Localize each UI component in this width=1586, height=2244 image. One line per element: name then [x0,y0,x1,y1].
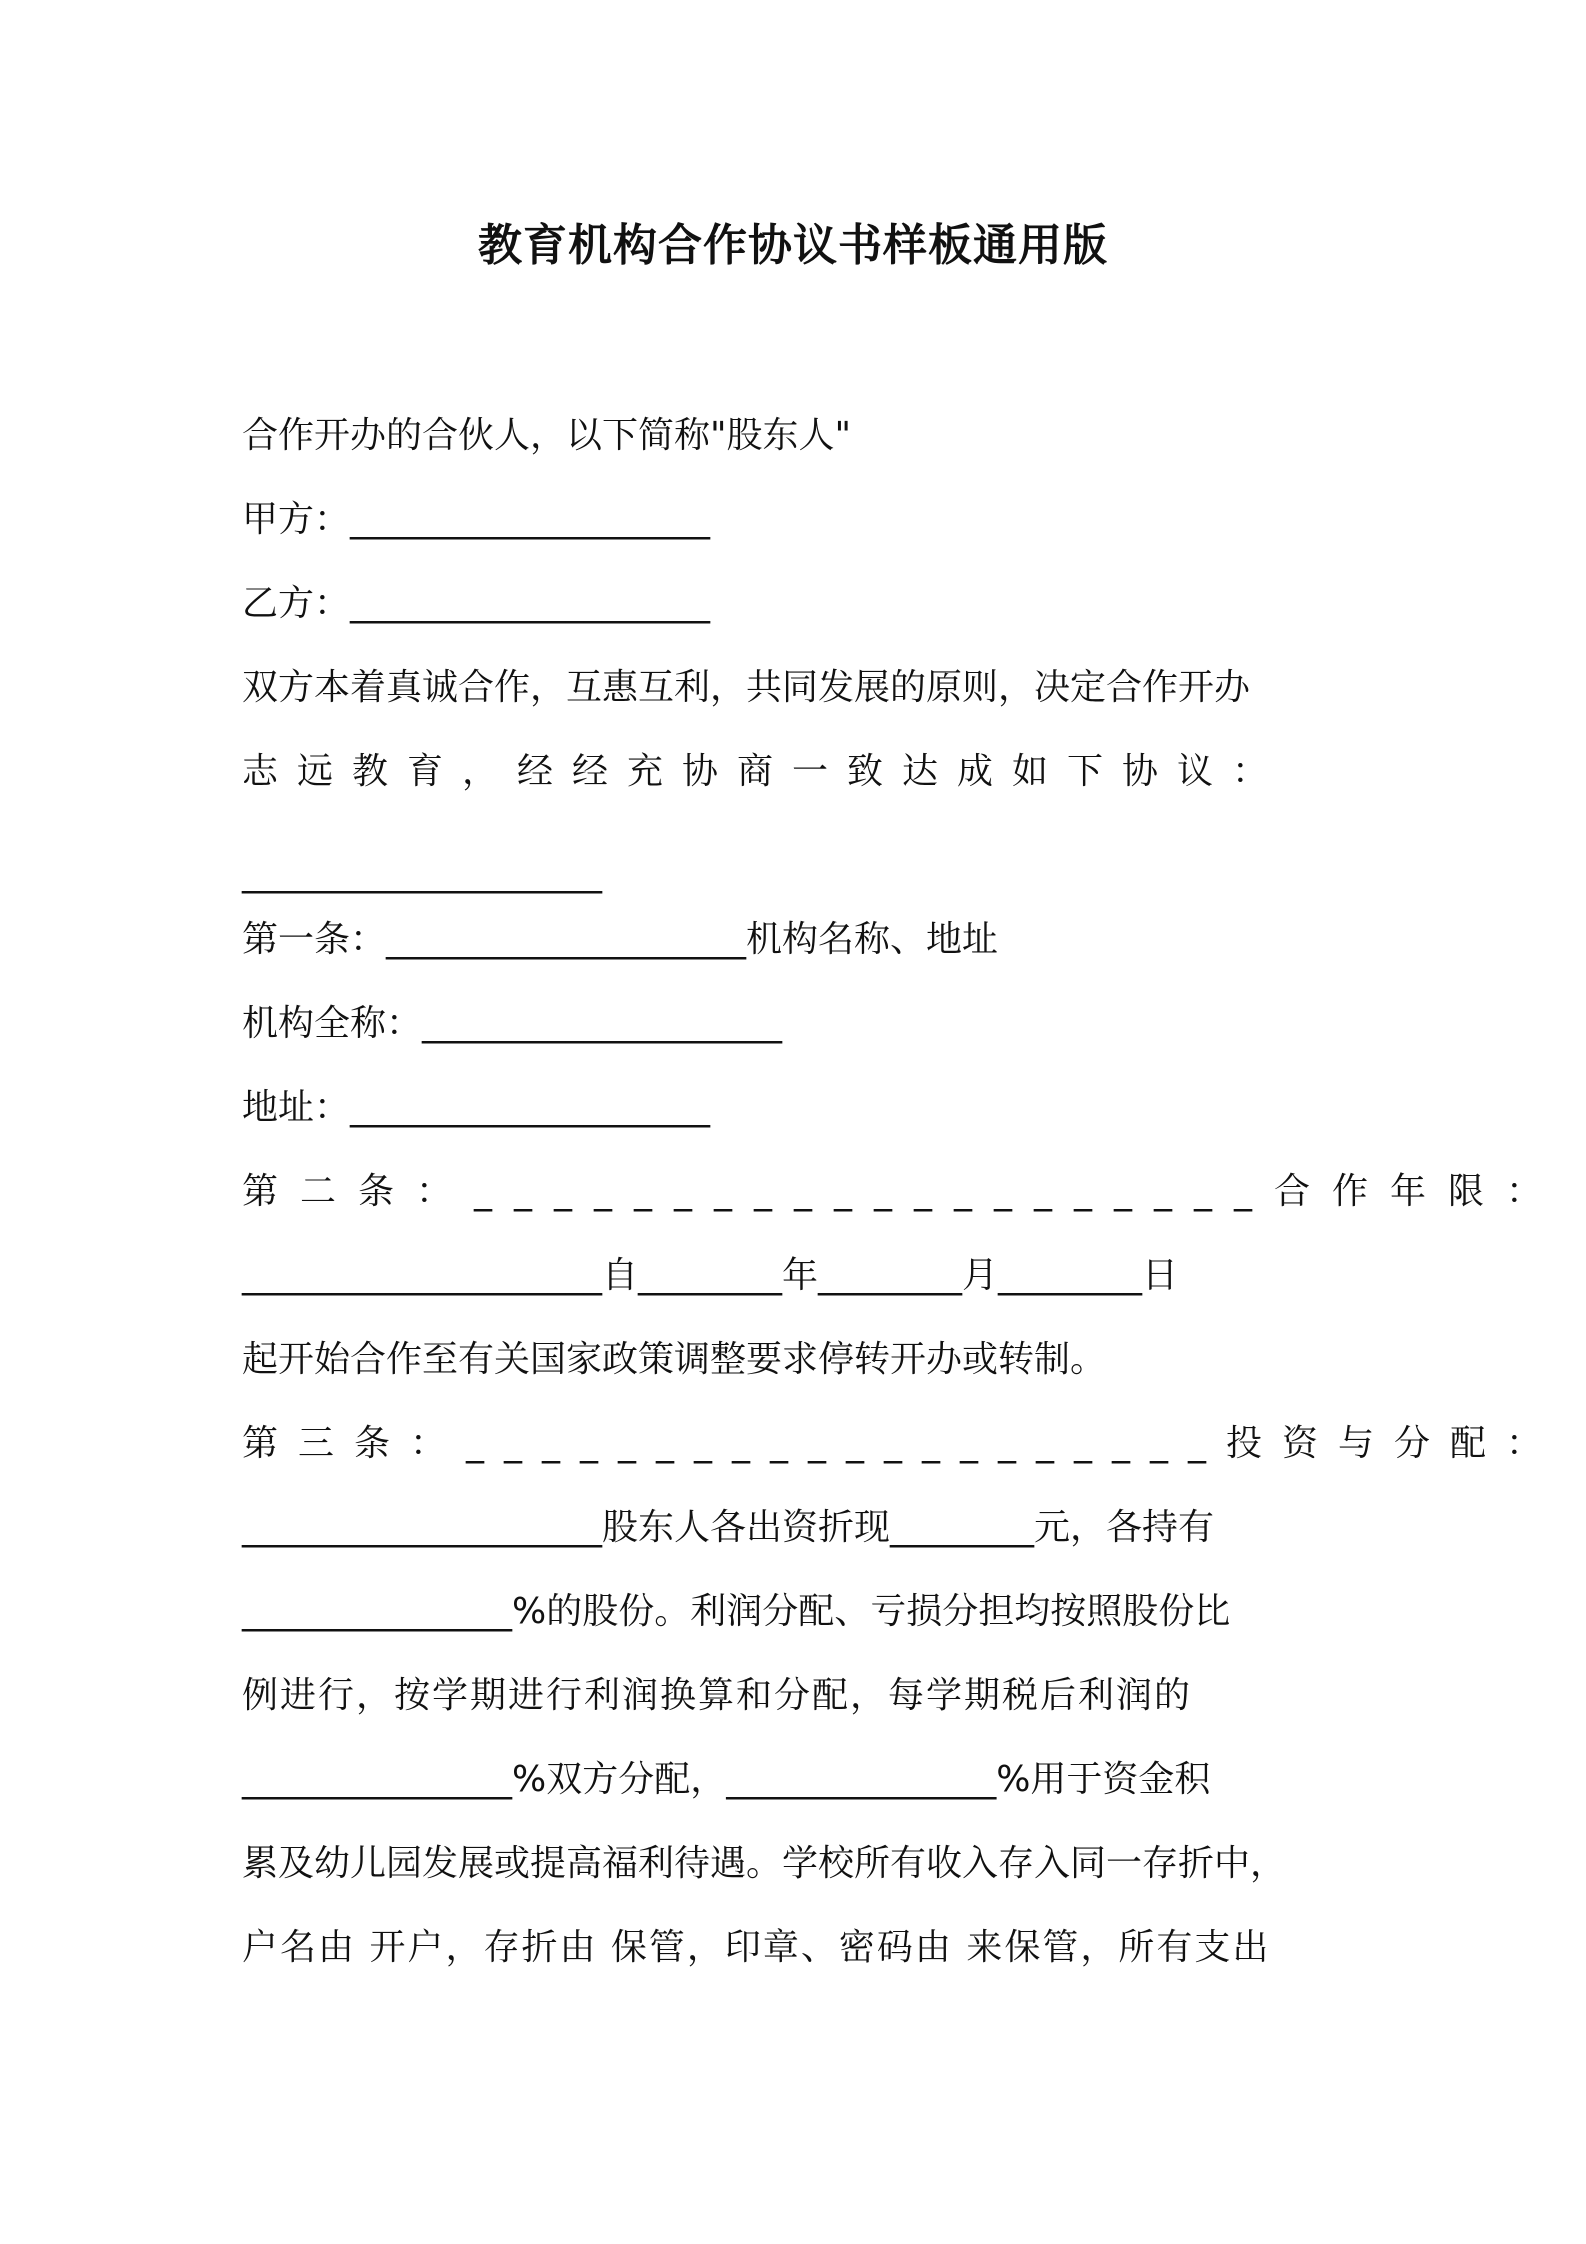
investment-line: ____________________股东人各出资折现________元，各持有 [242,1507,1215,1548]
distribution-line: _______________%双方分配，_______________%用于资金积 [242,1759,1211,1800]
paragraph-line-term: 起开始合作至有关国家政策调整要求停转开办或转制。 [242,1339,1107,1380]
paragraph-line-principle: 双方本着真诚合作，互惠互利，共同发展的原则，决定合作开办 [242,667,1251,708]
blank-line: ____________________ [242,853,602,894]
account-line: 户名由 开户，存折由 保管，印章、密码由 来保管，所有支出 [242,1927,1271,1968]
address-line: 地址：____________________ [242,1087,711,1128]
article-two-line: 第二条：____________________合作年限： [242,1171,1564,1212]
share-line: _______________%的股份。利润分配、亏损分担均按照股份比 [242,1591,1231,1632]
institution-name-line: 机构全称：____________________ [242,1003,783,1044]
article-three-line: 第三条：____________________投资与分配： [242,1423,1563,1464]
cooperation-date-line: ____________________自________年________月________日 [242,1255,1178,1296]
article-one-line: 第一条：____________________机构名称、地址 [242,919,999,960]
party-a-line: 甲方：____________________ [242,499,711,540]
document-title: 教育机构合作协议书样板通用版 [478,220,1108,271]
paragraph-line-partners: 合作开办的合伙人，以下简称"股东人" [242,415,852,456]
profit-line: 例进行，按学期进行利润换算和分配，每学期税后利润的 [242,1675,1193,1716]
fund-line: 累及幼儿园发展或提高福利待遇。学校所有收入存入同一存折中， [242,1843,1287,1884]
party-b-line: 乙方：____________________ [242,583,711,624]
paragraph-line-agreement: 志远教育，经经充协商一致达成如下协议： [242,751,1288,792]
